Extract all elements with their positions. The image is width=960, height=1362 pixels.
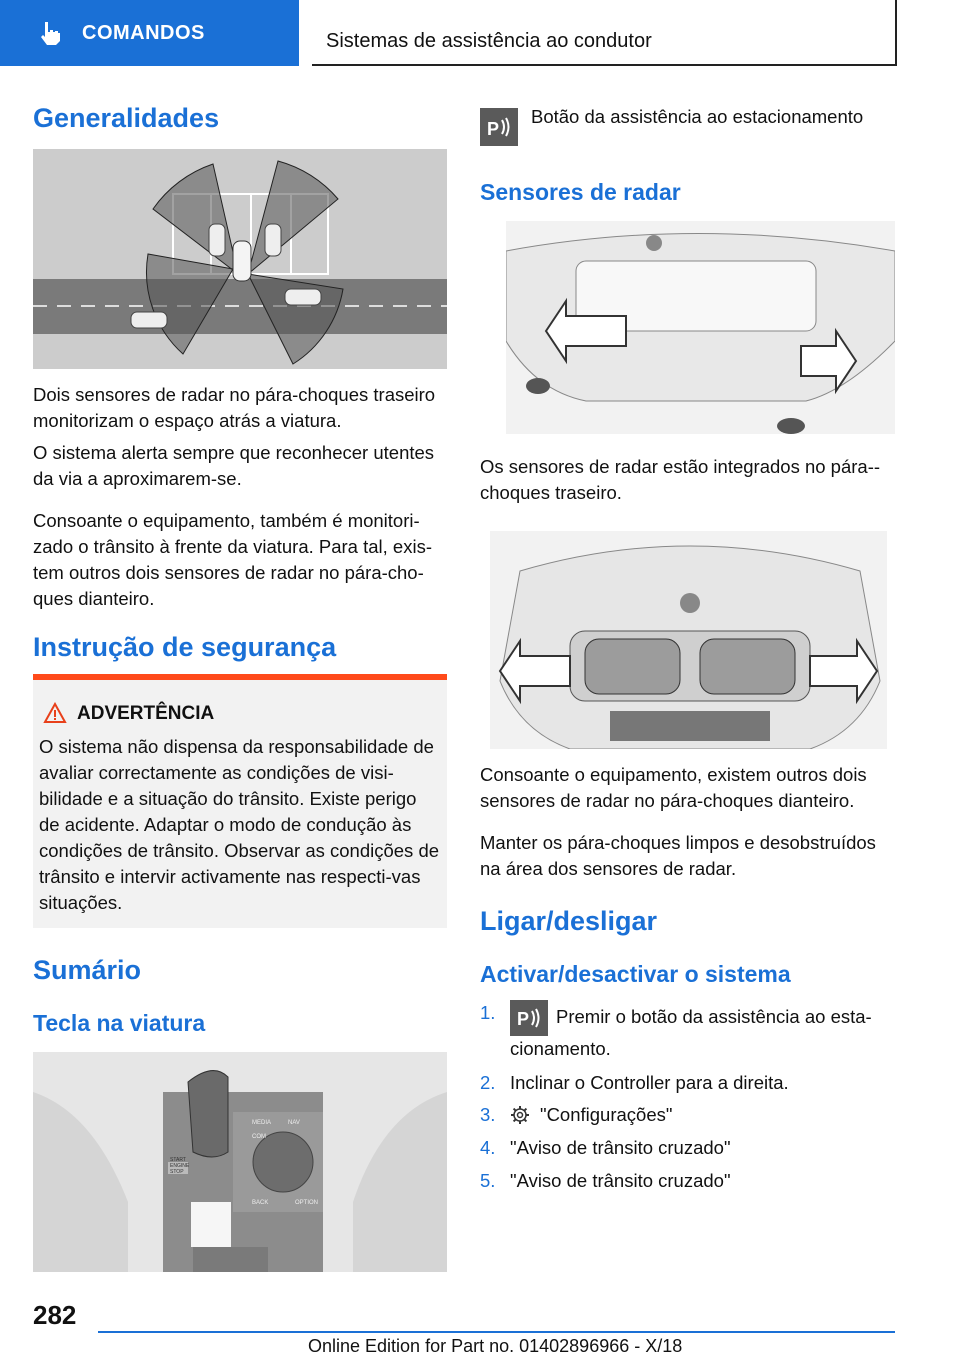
heading-ligar-desligar: Ligar/desligar xyxy=(480,906,658,936)
step-number: 1. xyxy=(480,1002,496,1023)
parking-assist-button-icon xyxy=(480,108,518,146)
rear-bumper-drawing xyxy=(506,221,895,434)
warning-text: O sistema não dispensa da responsabilidade de avaliar correctamente as condições de visi-bilidade e a situação do trânsito. Existe perigo de acidente. Adaptar o modo de condução às condições de trânsito. Observar as condições de trânsito e intervir activamente nas respecti-vas situações. xyxy=(39,736,440,913)
parking-assist-icon-inline xyxy=(510,1000,548,1036)
illustration-radar-overview xyxy=(33,149,447,369)
console-label-media: MEDIA xyxy=(252,1120,272,1126)
page-header xyxy=(0,0,960,66)
step-text: "Aviso de trânsito cruzado" xyxy=(510,1170,731,1191)
console-label-nav: NAV xyxy=(288,1120,300,1126)
stop-label: STOP xyxy=(170,1169,184,1175)
heading-activar-desactivar: Activar/desactivar o sistema xyxy=(480,961,791,987)
warning-title: ADVERTÊNCIA xyxy=(77,703,215,724)
heading-tecla: Tecla na viatura xyxy=(33,1010,206,1036)
list-item xyxy=(480,1000,894,1062)
chapter-box xyxy=(312,0,897,66)
section-tab xyxy=(0,0,299,66)
paragraph-front-sensors: Consoante o equipamento, também é monitori-zado o trânsito à frente da viatura. Para tal, exis-tem outros dois sensores de radar no pára-cho-ques dianteiro. xyxy=(33,510,432,609)
list-item xyxy=(480,1135,894,1161)
parking-assist-icon xyxy=(480,108,518,146)
paragraph-front-sensors-right: Consoante o equipamento, existem outros dois sensores de radar no pára-choques dianteiro. xyxy=(480,764,867,811)
heading-seguranca: Instrução de segurança xyxy=(33,632,337,662)
paragraph-keep-clean: Manter os pára-choques limpos e desobstruídos na área dos sensores de radar. xyxy=(480,832,876,879)
step-text: "Configurações" xyxy=(540,1104,673,1125)
step-number: 2. xyxy=(480,1072,496,1093)
gear-icon xyxy=(510,1105,530,1125)
button-caption: Botão da assistência ao estacionamento xyxy=(531,106,864,127)
list-item xyxy=(480,1070,894,1096)
warning-box xyxy=(33,674,447,928)
svg-text:P: P xyxy=(487,119,500,139)
svg-text:P: P xyxy=(517,1009,530,1029)
step-number: 5. xyxy=(480,1170,496,1191)
paragraph-alert: O sistema alerta sempre que reconhecer utentes da via a aproximarem-se. xyxy=(33,442,435,489)
console-label-back: BACK xyxy=(252,1200,269,1206)
list-item xyxy=(480,1168,894,1194)
chapter-title: Sistemas de assistência ao condutor xyxy=(326,30,652,52)
heading-generalidades: Generalidades xyxy=(33,103,220,133)
console-label-option: OPTION xyxy=(295,1200,319,1206)
step-text: Inclinar o Controller para a direita. xyxy=(510,1072,789,1093)
parking-assist-icon xyxy=(510,1000,548,1036)
warning-triangle-icon xyxy=(43,702,67,724)
illustration-front-bumper xyxy=(490,531,887,749)
step-number: 3. xyxy=(480,1104,496,1125)
list-item xyxy=(480,1102,894,1128)
paragraph-intro: Dois sensores de radar no pára-choques traseiro monitorizam o espaço atrás a viatura. xyxy=(33,384,436,431)
start-label: START xyxy=(170,1157,186,1163)
section-title: COMANDOS xyxy=(82,21,205,44)
radar-overview-drawing xyxy=(33,149,447,369)
start-stop-button xyxy=(170,1157,189,1175)
step-number: 4. xyxy=(480,1137,496,1158)
paragraph-rear-sensors: Os sensores de radar estão integrados no pára--choques traseiro. xyxy=(480,456,881,503)
page-number: 282 xyxy=(33,1300,77,1330)
front-bumper-drawing xyxy=(490,531,887,749)
hand-pointer-icon xyxy=(36,19,64,47)
warning-bar xyxy=(33,674,447,680)
footer-rule xyxy=(98,1331,895,1333)
edition-info: Online Edition for Part no. 01402896966 - X/18 xyxy=(308,1336,683,1356)
illustration-center-console xyxy=(33,1052,447,1272)
illustration-rear-bumper xyxy=(506,221,895,434)
center-console-drawing xyxy=(33,1052,447,1272)
step-text: Premir o botão da assistência ao esta-cionamento. xyxy=(510,1005,872,1059)
heading-sumario: Sumário xyxy=(33,955,142,985)
step-text: "Aviso de trânsito cruzado" xyxy=(510,1137,731,1158)
engine-label: ENGINE xyxy=(170,1163,190,1169)
console-label-com: COM xyxy=(252,1134,266,1140)
heading-sensores-radar: Sensores de radar xyxy=(480,179,681,205)
